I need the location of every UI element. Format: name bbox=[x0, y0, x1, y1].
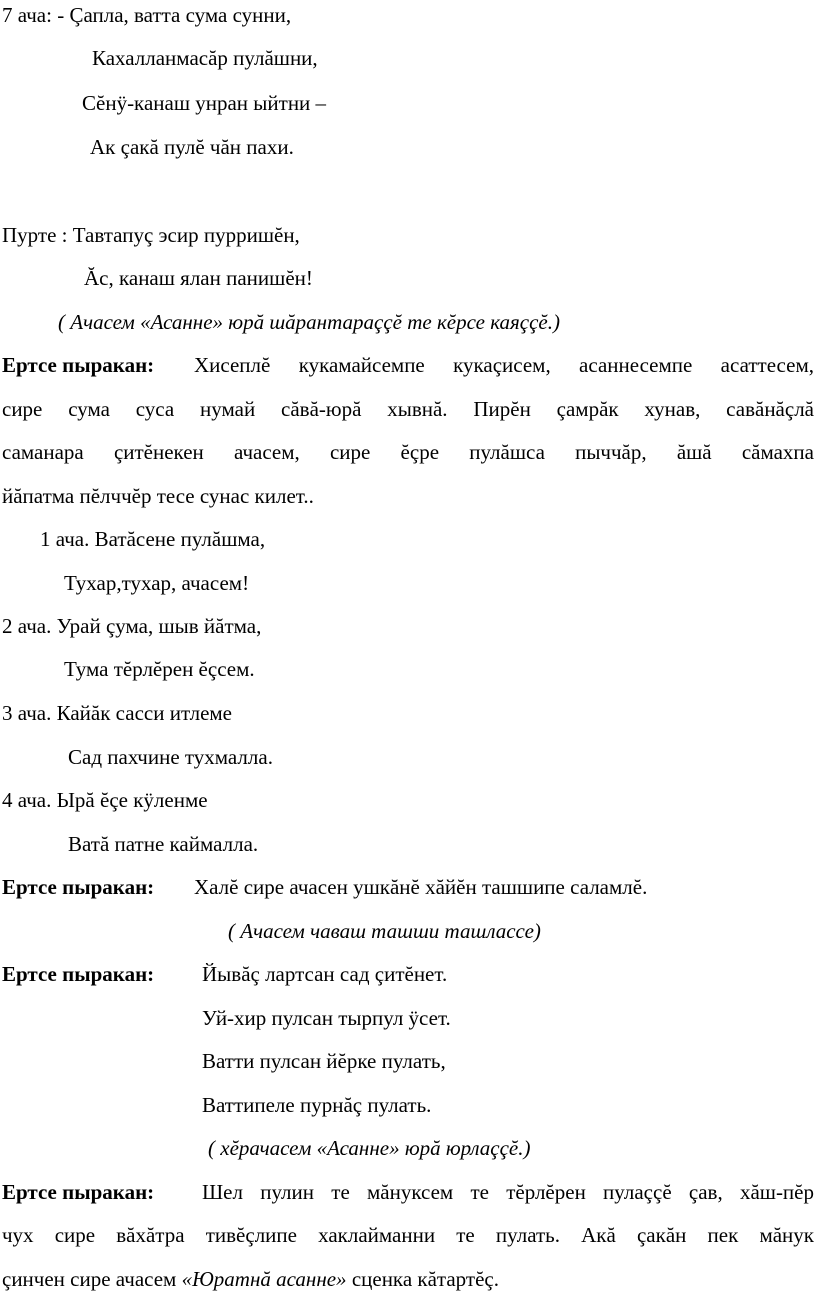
poem-line: Ак çакă пулĕ чăн пахи. bbox=[90, 135, 294, 159]
poem-line: Уй-хир пулсан тырпул ÿсет. bbox=[202, 1006, 451, 1030]
child-line: Тума тĕрлĕрен ĕçсем. bbox=[64, 657, 255, 681]
speaker-label: Ертсе пыракан: bbox=[2, 875, 155, 899]
child-line: Сад пахчине тухмалла. bbox=[68, 745, 273, 769]
scene-title: «Юратнă асанне» bbox=[181, 1267, 347, 1291]
poem-line: Кахалланмасăр пулăшни, bbox=[92, 46, 318, 70]
stage-direction: ( хĕрачасем «Асанне» юрă юрлаççĕ.) bbox=[208, 1136, 531, 1160]
speaker-label: Ертсе пыракан: bbox=[2, 353, 155, 377]
narration-line: саманара çитĕнекен ачасем, сире ĕçре пулăшса пыччăр, ăшă сăмахпа bbox=[2, 440, 814, 464]
child-line: Тухар,тухар, ачасем! bbox=[64, 571, 250, 595]
poem-line: Ватти пулсан йĕрке пулать, bbox=[202, 1049, 446, 1073]
narration-line: йăпатма пĕлччĕр тесе сунас килет.. bbox=[2, 484, 314, 508]
narration-line: Хисеплĕ кукамайсемпе кукаçисем, асаннесемпе асаттесем, bbox=[194, 353, 814, 377]
speaker-label: Ертсе пыракан: bbox=[2, 1180, 155, 1204]
child-line: 1 ача. Ватăсене пулăшма, bbox=[40, 527, 266, 551]
poem-line: Ваттипеле пурнăç пулать. bbox=[202, 1093, 432, 1117]
poem-line: 7 ача: - Çапла, ватта сума сунни, bbox=[2, 3, 292, 27]
poem-line: Йывăç лартсан сад çитĕнет. bbox=[202, 962, 448, 986]
refrain-line: Ăс, канаш ялан панишĕн! bbox=[84, 266, 313, 290]
narration-line: Шел пулин те мăнуксем те тĕрлĕрен пулаççĕ çав, хăш-пĕр bbox=[202, 1180, 814, 1204]
narration-line: чух сире вăхăтра тивĕçлипе хаклайманни те пулать. Акă çакăн пек мăнук bbox=[2, 1223, 814, 1247]
narration-text: сценка кăтартĕç. bbox=[346, 1267, 499, 1291]
refrain-line: Пурте : Тавтапуç эсир пурришĕн, bbox=[2, 223, 300, 247]
child-line: Ватă патне каймалла. bbox=[68, 832, 259, 856]
stage-direction: ( Ачасем «Асанне» юрă шăрантараççĕ те кĕрсе каяççĕ.) bbox=[58, 310, 561, 334]
child-line: 3 ача. Кайăк сасси итлеме bbox=[2, 701, 233, 725]
narration-line: сире сума суса нумай сăвă-юрă хывнă. Пирĕн çамрăк хунав, савăнăçлă bbox=[2, 397, 814, 421]
child-line: 4 ача. Ырă ĕçе кÿленме bbox=[2, 788, 208, 812]
narration-last-line bbox=[2, 1266, 499, 1292]
stage-direction: ( Ачасем чаваш ташши ташлассе) bbox=[228, 919, 541, 943]
speaker-label: Ертсе пыракан: bbox=[2, 962, 155, 986]
poem-line: Сĕнÿ-канаш унран ыйтни – bbox=[82, 91, 327, 115]
narration-text: çинчен сире ачасем bbox=[2, 1267, 182, 1291]
narration-line: Халĕ сире ачасен ушкăнĕ хăйĕн ташшипе саламлĕ. bbox=[194, 875, 648, 899]
child-line: 2 ача. Урай çума, шыв йăтма, bbox=[2, 614, 262, 638]
